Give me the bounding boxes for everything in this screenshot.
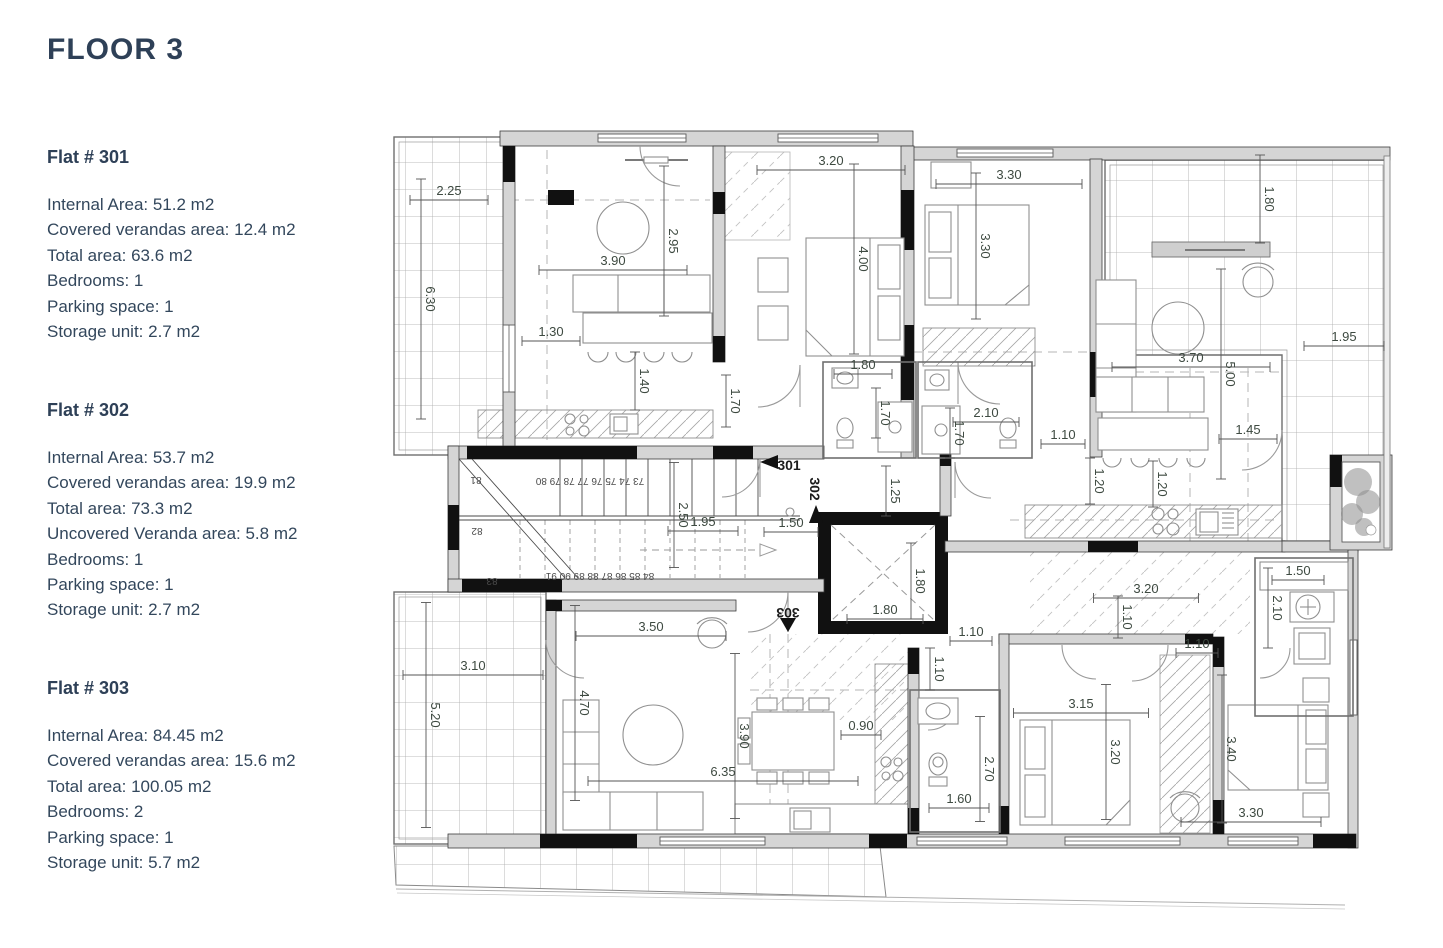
dim-1.80 bbox=[847, 602, 923, 624]
svg-text:301: 301 bbox=[777, 457, 801, 473]
flat-302-heading: Flat # 302 bbox=[47, 400, 130, 420]
flat-301-line: Total area: 63.6 m2 bbox=[47, 245, 193, 265]
svg-text:1.95: 1.95 bbox=[690, 514, 716, 529]
flat-302-line: Internal Area: 53.7 m2 bbox=[47, 448, 215, 467]
svg-text:1.40: 1.40 bbox=[637, 368, 652, 394]
svg-text:6.35: 6.35 bbox=[710, 764, 736, 779]
flat-301-line: Storage unit: 2.7 m2 bbox=[47, 322, 201, 342]
flat-303-line: Parking space: 1 bbox=[47, 827, 174, 847]
flat-303-line: Storage unit: 5.7 m2 bbox=[47, 853, 201, 873]
kitchen-302 bbox=[1025, 505, 1282, 538]
svg-text:1.10: 1.10 bbox=[1120, 604, 1135, 630]
dim-1.30 bbox=[522, 324, 580, 346]
svg-text:1.20: 1.20 bbox=[1155, 471, 1170, 497]
svg-text:1.70: 1.70 bbox=[952, 420, 967, 446]
svg-text:83: 83 bbox=[486, 575, 498, 586]
flat-302-line: Total area: 73.3 m2 bbox=[47, 498, 193, 518]
furniture-303-living bbox=[563, 618, 727, 830]
flat-302-line: Uncovered Veranda area: 5.8 m2 bbox=[47, 524, 298, 544]
furniture-302-bedroom bbox=[925, 162, 1029, 305]
svg-text:3.30: 3.30 bbox=[996, 167, 1022, 182]
svg-text:1.10: 1.10 bbox=[1050, 427, 1076, 442]
svg-text:1.80: 1.80 bbox=[850, 357, 876, 372]
flat-302-line: Storage unit: 2.7 m2 bbox=[47, 600, 201, 620]
dim-2.70 bbox=[975, 717, 997, 822]
svg-text:1.50: 1.50 bbox=[1285, 563, 1311, 578]
svg-text:3.40: 3.40 bbox=[1224, 736, 1239, 762]
svg-text:3.20: 3.20 bbox=[818, 153, 844, 168]
svg-text:1.50: 1.50 bbox=[778, 515, 804, 530]
dim-1.10 bbox=[950, 624, 992, 646]
dim-1.10 bbox=[1041, 427, 1085, 449]
svg-text:3.90: 3.90 bbox=[600, 253, 626, 268]
flat-301-line: Parking space: 1 bbox=[47, 296, 174, 316]
flat-303-line: Total area: 100.05 m2 bbox=[47, 776, 212, 796]
stairwell bbox=[459, 455, 822, 580]
flat-303-line: Bedrooms: 2 bbox=[47, 802, 144, 822]
svg-text:3.10: 3.10 bbox=[460, 658, 486, 673]
flat-301-line: Bedrooms: 1 bbox=[47, 271, 144, 291]
svg-text:3.15: 3.15 bbox=[1068, 696, 1094, 711]
svg-text:1.60: 1.60 bbox=[946, 791, 972, 806]
balcony-bottom-strip bbox=[394, 846, 1345, 909]
svg-text:2.10: 2.10 bbox=[973, 405, 999, 420]
svg-text:1.70: 1.70 bbox=[878, 400, 893, 426]
svg-text:302: 302 bbox=[807, 477, 823, 501]
flat-label-302 bbox=[807, 477, 823, 501]
svg-text:3.30: 3.30 bbox=[978, 233, 993, 259]
furniture-301-bedroom bbox=[758, 238, 904, 356]
stair-number bbox=[545, 570, 654, 581]
plant bbox=[1341, 462, 1380, 542]
dim-1.45 bbox=[1219, 422, 1277, 444]
flat-302-line: Parking space: 1 bbox=[47, 575, 174, 595]
flat-303-line: Covered verandas area: 15.6 m2 bbox=[47, 751, 296, 771]
svg-text:2.50: 2.50 bbox=[676, 502, 691, 528]
flat-302-line: Covered verandas area: 19.9 m2 bbox=[47, 473, 296, 493]
flat-label-301 bbox=[777, 457, 801, 473]
svg-text:2.95: 2.95 bbox=[666, 228, 681, 254]
svg-text:3.50: 3.50 bbox=[638, 619, 664, 634]
dim-1.25 bbox=[881, 466, 903, 516]
stair-number bbox=[471, 525, 483, 536]
svg-text:82: 82 bbox=[471, 525, 483, 536]
dim-1.10 bbox=[925, 648, 947, 690]
svg-text:1.25: 1.25 bbox=[888, 478, 903, 504]
flat-303-line: Internal Area: 84.45 m2 bbox=[47, 726, 224, 745]
svg-text:5.00: 5.00 bbox=[1223, 361, 1238, 387]
furniture-301-living bbox=[573, 157, 712, 362]
svg-text:2.10: 2.10 bbox=[1270, 595, 1285, 621]
svg-text:1.70: 1.70 bbox=[728, 388, 743, 414]
svg-text:1.80: 1.80 bbox=[1262, 186, 1277, 212]
svg-text:3.70: 3.70 bbox=[1178, 350, 1204, 365]
stair-number bbox=[535, 475, 644, 486]
flat-301-heading: Flat # 301 bbox=[47, 147, 130, 167]
svg-text:5.20: 5.20 bbox=[428, 702, 443, 728]
svg-text:3.90: 3.90 bbox=[737, 723, 752, 749]
svg-text:2.70: 2.70 bbox=[982, 756, 997, 782]
svg-text:1.30: 1.30 bbox=[538, 324, 564, 339]
svg-text:1.20: 1.20 bbox=[1092, 468, 1107, 494]
svg-text:2.25: 2.25 bbox=[436, 183, 462, 198]
dim-3.15 bbox=[1014, 696, 1149, 718]
svg-text:1.80: 1.80 bbox=[913, 568, 928, 594]
stair-number bbox=[470, 474, 482, 485]
furniture-303-bedroom2 bbox=[1020, 720, 1130, 825]
svg-text:303: 303 bbox=[776, 605, 800, 621]
svg-text:0.90: 0.90 bbox=[848, 718, 874, 733]
page-title: FLOOR 3 bbox=[47, 33, 185, 66]
flat-301-line: Internal Area: 51.2 m2 bbox=[47, 195, 215, 214]
svg-text:4.00: 4.00 bbox=[856, 246, 871, 272]
svg-text:1.95: 1.95 bbox=[1331, 329, 1357, 344]
svg-text:3.20: 3.20 bbox=[1108, 739, 1123, 765]
stair-number bbox=[486, 575, 498, 586]
svg-text:3.30: 3.30 bbox=[1238, 805, 1264, 820]
svg-text:73 74 75 76 77 78 79 80: 73 74 75 76 77 78 79 80 bbox=[535, 475, 645, 486]
svg-text:1.80: 1.80 bbox=[872, 602, 898, 617]
svg-text:1.10: 1.10 bbox=[932, 656, 947, 682]
svg-text:1.10: 1.10 bbox=[958, 624, 984, 639]
dim-1.20 bbox=[1148, 461, 1170, 507]
svg-text:4.70: 4.70 bbox=[577, 690, 592, 716]
dim-1.20 bbox=[1085, 458, 1107, 504]
dim-3.90 bbox=[539, 253, 687, 275]
flat-301-line: Covered verandas area: 12.4 m2 bbox=[47, 220, 296, 240]
svg-text:81: 81 bbox=[470, 474, 482, 485]
veranda-bottom-left bbox=[394, 592, 546, 844]
dim-1.70 bbox=[721, 375, 743, 427]
flat-303-heading: Flat # 303 bbox=[47, 678, 130, 698]
dim-1.80 bbox=[906, 543, 928, 619]
flat-label-303 bbox=[776, 605, 800, 621]
flat-302-line: Bedrooms: 1 bbox=[47, 549, 144, 569]
dim-3.90 bbox=[730, 654, 752, 819]
svg-text:84 85 86 87 88 89 90 91: 84 85 86 87 88 89 90 91 bbox=[545, 570, 655, 581]
svg-text:6.30: 6.30 bbox=[423, 286, 438, 312]
svg-text:1.45: 1.45 bbox=[1235, 422, 1261, 437]
svg-text:3.20: 3.20 bbox=[1133, 581, 1159, 596]
svg-text:1.10: 1.10 bbox=[1184, 636, 1210, 651]
